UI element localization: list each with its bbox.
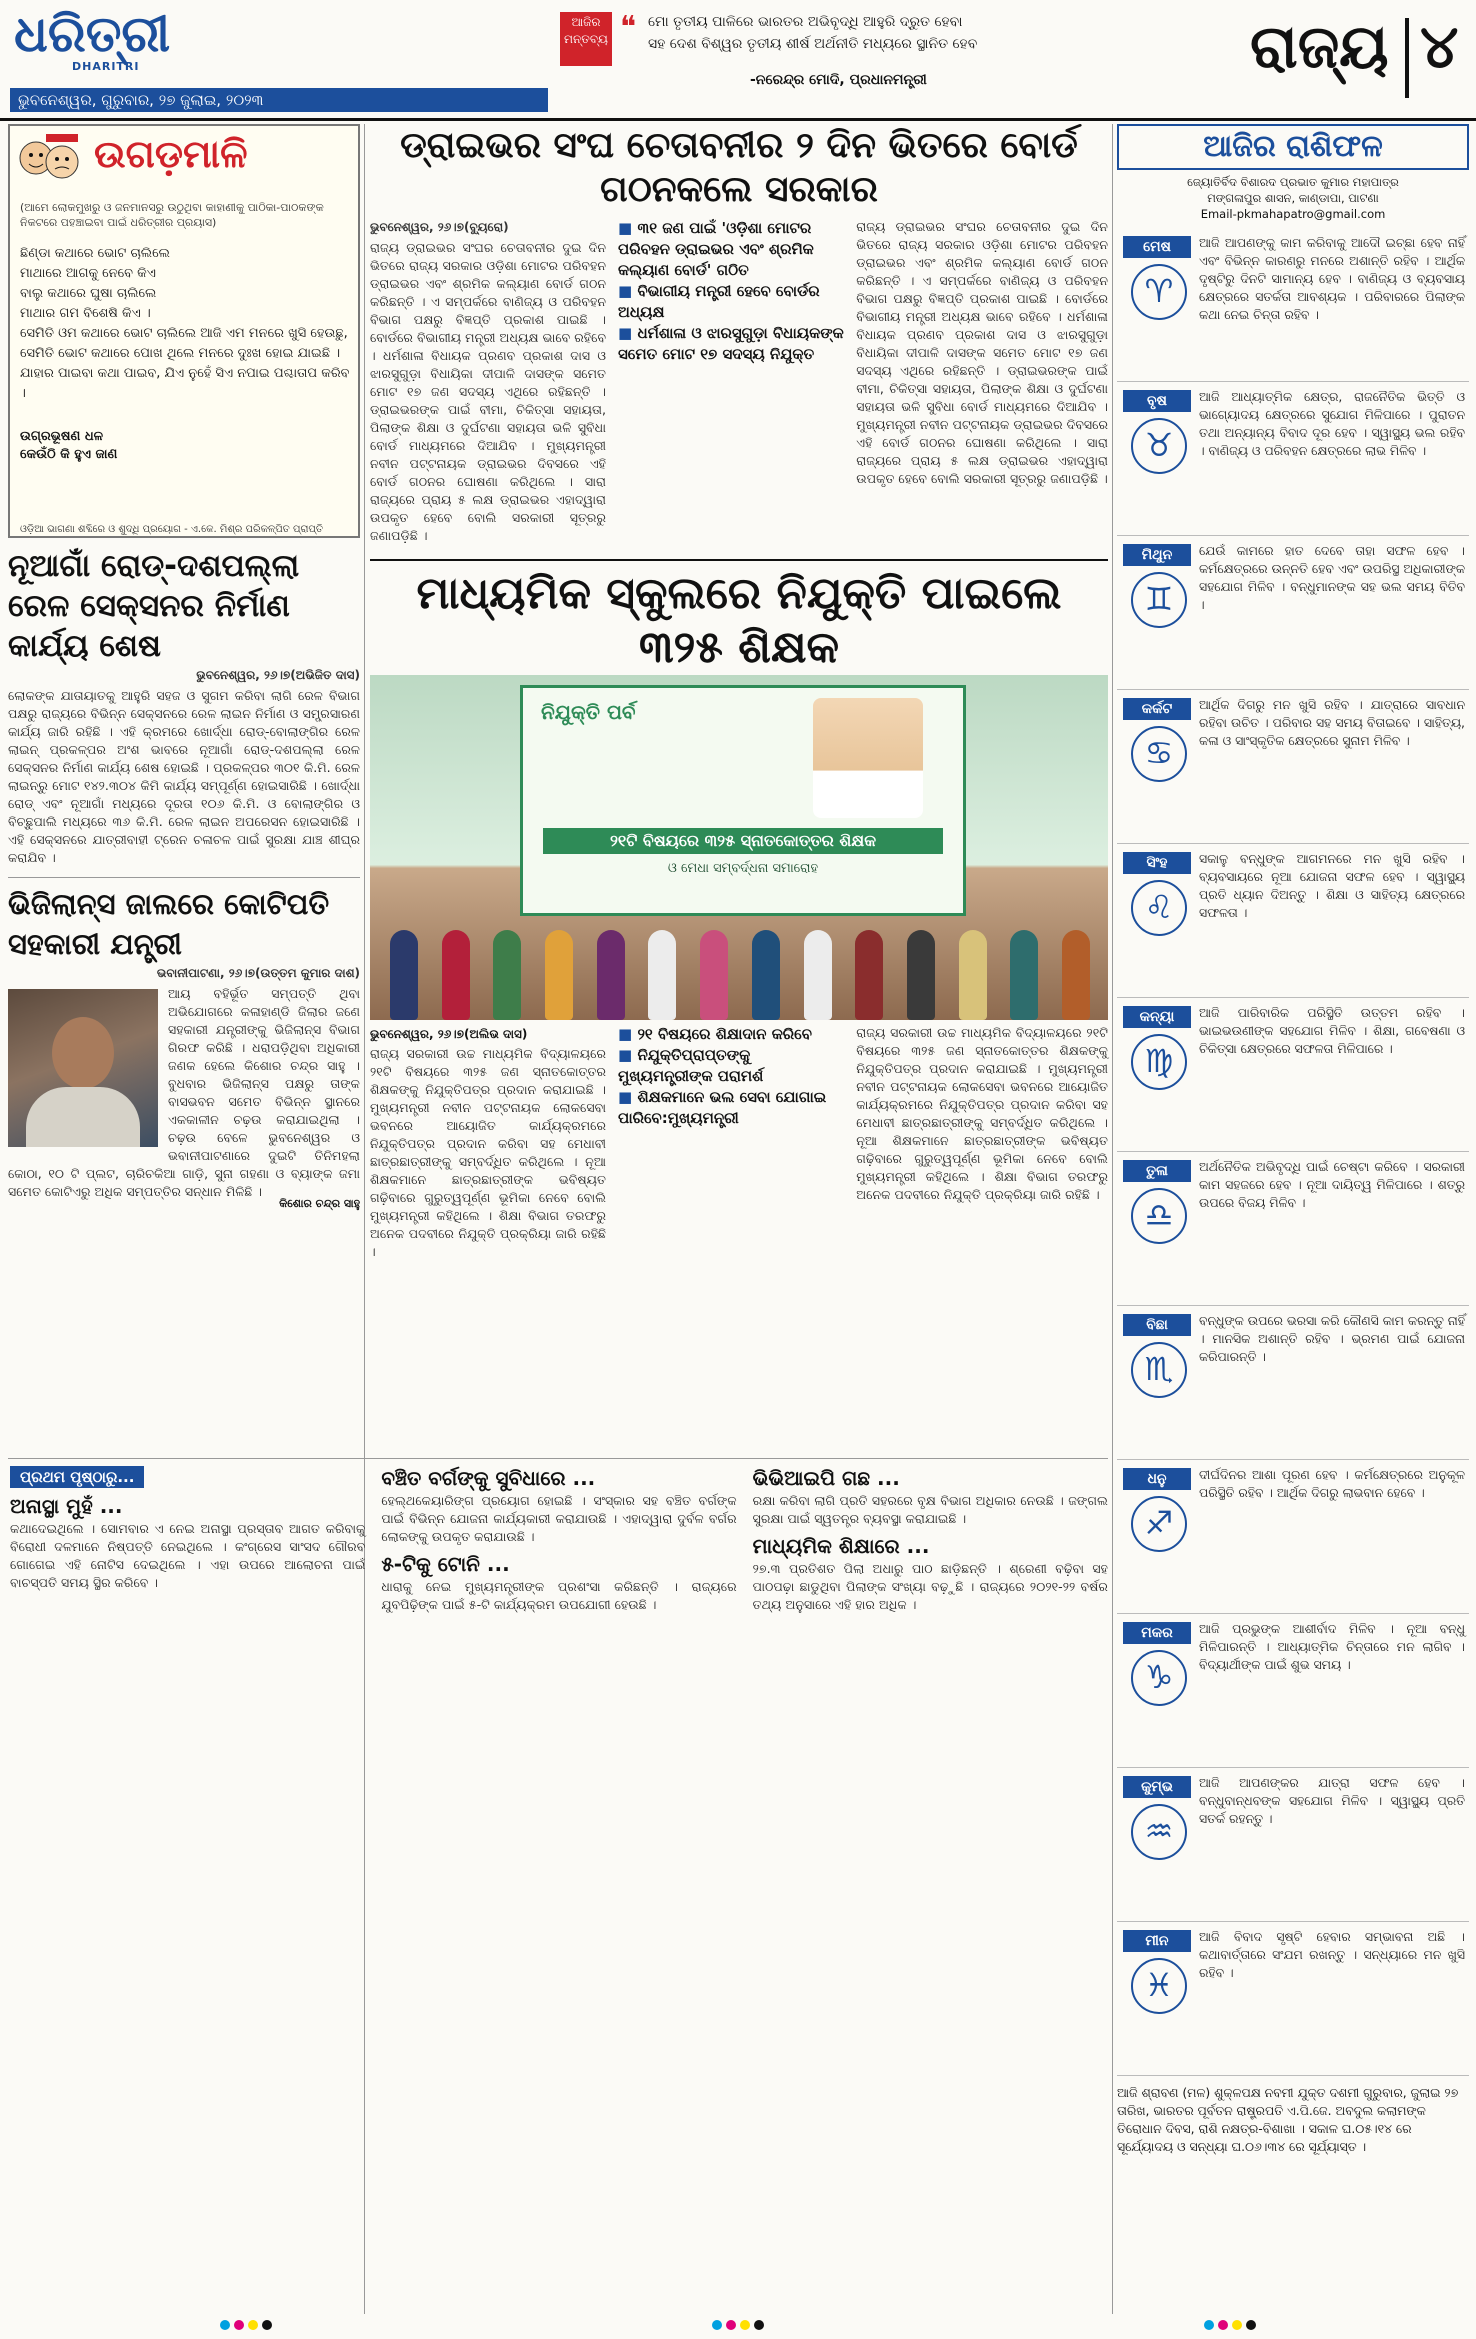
person xyxy=(648,930,676,1020)
logo-text: ଧରିତ୍ରୀ xyxy=(14,5,171,63)
continuation-item xyxy=(381,1552,736,1614)
zodiac-icon: ♏ xyxy=(1131,1342,1187,1398)
verse-line: ଛିଣ୍ଡା କଥାରେ ଭୋଟ ଚାଲିଲେ xyxy=(20,246,170,261)
rashi-item xyxy=(1117,1922,1469,2076)
continuation-item xyxy=(381,1466,736,1546)
person xyxy=(390,930,418,1020)
person xyxy=(493,930,521,1020)
continuation-item xyxy=(753,1466,1108,1528)
astrologer-line: ମଙ୍ଗଳାପୁର ଶାସନ, କାଣ୍ଡାପା, ପାଟଣା xyxy=(1207,191,1379,205)
verse-line: ସେମିତି ଓମ କଥାରେ ଭୋଟ ଚାଲିଲେ ଆଜି ଏମ ମନରେ ଖୁସି ହେଉଛୁ, ସେମିତି ଭୋଟ କଥାରେ ପୋଖ ଥିଲେ ମନରେ ଦୁଃଖ ହୋଇ ଯାଇଛି । xyxy=(20,326,348,361)
rashi-item xyxy=(1117,1460,1469,1614)
continuation-body: ଧାରାକୁ ନେଇ ମୁଖ୍ୟମନ୍ତ୍ରୀଙ୍କ ପ୍ରଶଂସା କରିଛନ୍ତି । ରାଜ୍ୟରେ ଯୁବପିଢ଼ିଙ୍କ ପାଇଁ ୫-ଟି କାର୍ଯ୍ୟକ୍ରମ ଉପଯୋଗୀ ହେଉଛି । xyxy=(381,1579,737,1612)
dharitri-logo[interactable] xyxy=(14,5,194,73)
banner-title: ୨୧ଟି ବିଷୟରେ ୩୨୫ ସ୍ନାତକୋତ୍ତର ଶିକ୍ଷକ xyxy=(543,828,943,854)
person xyxy=(700,930,728,1020)
person xyxy=(855,930,883,1020)
continuation-body: ରକ୍ଷା କରିବା ଲାଗି ପ୍ରତି ସହରରେ ବୃକ୍ଷ ବିଭାଗ ଅଧିକାର ନେଉଛି । ଜଙ୍ଗଲ ସୁରକ୍ଷା ପାଇଁ ସ୍ୱତନ୍ତ୍ର ବ୍ୟବସ୍ଥା କରାଯାଇଛି । xyxy=(752,1493,1108,1526)
teacher-bullets xyxy=(618,1024,844,1129)
rashi-name[interactable]: ବିଛା xyxy=(1123,1314,1191,1336)
person xyxy=(804,930,832,1020)
rail-body: ଲୋକଙ୍କ ଯାତାୟାତକୁ ଆହୁରି ସହଜ ଓ ସୁଗମ କରିବା ଲାଗି ରେଳ ବିଭାଗ ପକ୍ଷରୁ ରାଜ୍ୟରେ ବିଭିନ୍ନ ସେକ୍ସନରେ ରେଳ ଲାଇନ ନିର୍ମାଣ ଓ ସମ୍ପ୍ରସାରଣ କାର୍ଯ୍ୟ ଜାରି ରହିଛି । ଏହି କ୍ରମରେ ଖୋର୍ଦ୍ଧା ରୋଡ୍-ବୋଲାଙ୍ଗିର ରେଳ ଲାଇନ୍ ପ୍ରକଳ୍ପର ଅଂଶ ଭାବରେ ନୂଆଗାଁ ରୋଡ୍-ଦଶପଲ୍ଲା ରେଳ ସେକ୍ସନର ନିର୍ମାଣ କାର୍ଯ୍ୟ ଶେଷ ହୋଇଛି । ପ୍ରକଳ୍ପର ୩୦୧ କି.ମି. ରେଳ ଲାଇନ୍ରୁ ମୋଟ ୧୪୨.୩୦୪ କିମି କାର୍ଯ୍ୟ ସମ୍ପୂର୍ଣ୍ଣ ହୋଇସାରିଛି । ଖୋର୍ଦ୍ଧା ରୋଡ୍ ଏବଂ ନୂଆଗାଁ ମଧ୍ୟରେ ଦୂରତା ୧୦୬ କି.ମି. ଓ ବୋଲାଙ୍ଗିର ଓ ବିଚ୍ଛୁପାଲି ମଧ୍ୟରେ ୩୬ କି.ମି. ରେଳ ଲାଇନ ଅପରେସନ ହୋଇସାରିଛି । ଏହି ସେକ୍ସନରେ ଯାତ୍ରୀବାହୀ ଟ୍ରେନ ଚଳାଚଳ ପାଇଁ ସୁରକ୍ଷା ଯାଞ୍ଚ ଶୀଘ୍ର କରାଯିବ । xyxy=(8,688,360,865)
rashi-item xyxy=(1117,228,1469,382)
astrologer-line: ଜ୍ୟୋତିର୍ବିଦ ବିଶାରଦ ପ୍ରଭାତ କୁମାର ମହାପାତ୍ର xyxy=(1187,175,1399,189)
quote-of-day xyxy=(560,8,978,112)
rashi-prediction: ଆଜି ବିବାଦ ସୃଷ୍ଟି ହେବାର ସମ୍ଭାବନା ଅଛି । କଥାବାର୍ତ୍ତାରେ ସଂଯମ ରଖନ୍ତୁ । ସନ୍ଧ୍ୟାରେ ମନ ଖୁସି ରହିବ । xyxy=(1199,1929,1465,1980)
rashifal-title: ଆଜିର ରାଶିଫଳ xyxy=(1117,124,1469,170)
continuation-head[interactable]: ମାଧ୍ୟମିକ ଶିକ୍ଷାରେ ... xyxy=(752,1534,930,1558)
color-dots xyxy=(220,2320,272,2330)
continuation-item xyxy=(753,1534,1108,1614)
person xyxy=(959,930,987,1020)
cm-portrait xyxy=(813,698,923,818)
zodiac-icon: ♎ xyxy=(1131,1188,1187,1244)
page-number: ୪ xyxy=(1420,12,1459,82)
zodiac-icon: ♊ xyxy=(1131,572,1187,628)
teacher-bullet: ■ ୨୧ ବିଷୟରେ ଶିକ୍ଷାଦାନ କରିବେ xyxy=(618,1024,844,1045)
ugamali-title: ଉଗଡ଼ମାଳି xyxy=(94,132,248,176)
color-dots xyxy=(712,2320,764,2330)
teacher-byline: ଭୁବନେଶ୍ୱର, ୨୬।୭(ଅଲିଭ ଦାସ) xyxy=(370,1027,528,1041)
ugamali-subtitle: (ଆମେ ଲୋକମୁଖରୁ ଓ ଜନମାନସରୁ ଉଠୁଥିବା କାହାଣୀକୁ ପାଠିକା-ପାଠକଙ୍କ ନିକଟରେ ପହଞ୍ଚାଇବା ପାଇଁ ଧରିତ୍ରୀର ପ୍ରୟାସ) xyxy=(20,201,324,229)
author-line: ଉଗ୍ରଭୂଷଣ ଧଳ xyxy=(20,429,104,444)
ugamali-box xyxy=(8,124,360,538)
rashi-prediction: ଦୀର୍ଘଦିନର ଆଶା ପୂରଣ ହେବ । କର୍ମକ୍ଷେତ୍ରରେ ଅନୁକୂଳ ପରିସ୍ଥିତି ରହିବ । ଆର୍ଥିକ ଦିଗରୁ ଲାଭବାନ ହେବେ । xyxy=(1199,1467,1465,1500)
continuation-head[interactable]: ଅନାସ୍ଥା ମୁହଁ ... xyxy=(10,1494,123,1518)
panchanga-text: ଆଜି ଶ୍ରାବଣ (ମଳ) ଶୁକ୍ଳପକ୍ଷ ନବମୀ ଯୁକ୍ତ ଦଶମୀ ଗୁରୁବାର, ଜୁଲାଇ ୨୭ ତାରିଖ, ଭାରତର ପୂର୍ବତନ ରାଷ୍ଟ୍ରପତି ଏ.ପି.ଜେ. ଅବଦୁଲ କଲାମଙ୍କ ତିରୋଧାନ ଦିବସ, ରାଶି ନକ୍ଷତ୍ର-ବିଶାଖା । ସକାଳ ଘ.୦୫।୧୪ ରେ ସୂର୍ଯ୍ୟୋଦୟ ଓ ସନ୍ଧ୍ୟା ଘ.୦୬।୩୪ ରେ ସୂର୍ଯ୍ୟାସ୍ତ । xyxy=(1117,2085,1459,2154)
banner-subtitle: ଓ ମେଧା ସମ୍ବର୍ଦ୍ଧନା ସମାରୋହ xyxy=(667,861,819,876)
rashifal-column xyxy=(1117,124,1469,2156)
rail-story xyxy=(8,546,360,867)
zodiac-icon: ♑ xyxy=(1131,1650,1187,1706)
rashi-item xyxy=(1117,382,1469,536)
author-line: କେଉଁଠି କି ହୁଏ ଜାଣ xyxy=(20,447,118,462)
rashi-name[interactable]: ମିଥୁନ xyxy=(1123,544,1191,566)
lead-bullet: ■ ୩୧ ଜଣ ପାଇଁ 'ଓଡ଼ିଶା ମୋଟର ପରିବହନ ଡ୍ରାଇଭର ଏବଂ ଶ୍ରମିକ କଲ୍ୟାଣ ବୋର୍ଡ' ଗଠିତ xyxy=(618,218,844,281)
lead-col-2 xyxy=(618,218,844,545)
left-column xyxy=(8,124,360,1211)
person xyxy=(545,930,573,1020)
teacher-col-1 xyxy=(370,1024,606,1261)
quote-mark-icon: ❝ xyxy=(620,10,637,45)
logo-text-en: DHARITRI xyxy=(72,60,140,73)
lead-story xyxy=(370,124,1108,545)
body-shape xyxy=(26,1087,140,1147)
color-dots xyxy=(1204,2320,1256,2330)
verse-line: ବାଲୁ କଥାରେ ଘୁଷା ଚାଲିଲେ xyxy=(20,286,157,301)
quote-line: ସହ ଦେଶ ବିଶ୍ୱର ତୃତୀୟ ଶୀର୍ଷ ଅର୍ଥନୀତି ମଧ୍ୟରେ ସ୍ଥାନିତ ହେବ xyxy=(648,36,978,52)
teacher-col-2 xyxy=(618,1024,844,1261)
quote-line: ମୋ ତୃତୀୟ ପାଳିରେ ଭାରତର ଅଭିବୃଦ୍ଧି ଆହୁରି ଦ୍ରୁତ ହେବା xyxy=(648,14,963,30)
accused-photo[interactable] xyxy=(8,989,158,1147)
vigilance-body: ଆୟ ବହିର୍ଭୂତ ସମ୍ପତ୍ତି ଥିବା ଅଭିଯୋଗରେ କଳାହାଣ୍ଡି ଜିଲାର ଜଣେ ସହକାରୀ ଯନ୍ତ୍ରୀଙ୍କୁ ଭିଜିଲାନ୍ସ ବିଭାଗ ଗିରଫ କରିଛି । ଧରାପଡ଼ିଥିବା ଅଧିକାରୀ ଜଣକ ହେଲେ କିଶୋର ଚନ୍ଦ୍ର ସାହୁ । ବୁଧବାର ଭିଜିଲାନ୍ସ ପକ୍ଷରୁ ତାଙ୍କ ବାସଭବନ ସମେତ ବିଭିନ୍ନ ସ୍ଥାନରେ ଏକକାଳୀନ ଚଢ଼ଉ କରାଯାଇଥିଲା । ଚଢ଼ଉ ବେଳେ ଭୁବନେଶ୍ୱର ଓ ଭବାନୀପାଟଣାରେ ଦୁଇଟି ତିନିମହଲା କୋଠା, ୧୦ ଟି ପ୍ଲଟ, ଚାରିଚକିଆ ଗାଡ଼ି, ସୁନା ଗହଣା ଓ ବ୍ୟାଙ୍କ ଜମା ସମେତ କୋଟିଏରୁ ଅଧିକ ସମ୍ପତ୍ତିର ସନ୍ଧାନ ମିଳିଛି । xyxy=(8,986,360,1199)
ugamali-verse xyxy=(20,244,352,404)
face-shape xyxy=(52,1017,114,1089)
ugamali-credit: ଓଡ଼ିଆ ଭାଗଣା ଶବ୍ଦିରେ ଓ ଶୁଦ୍ଧି ପ୍ରୟୋଗ - ଏ.କେ. ମିଶ୍ର ପରିକଳ୍ପିତ ପ୍ରାପ୍ତି xyxy=(20,524,324,535)
person xyxy=(752,930,780,1020)
event-banner xyxy=(520,685,966,916)
rashi-prediction: ଆର୍ଥିକ ଦିଗରୁ ମନ ଖୁସି ରହିବ । ଯାତ୍ରାରେ ସାବଧାନ ରହିବା ଉଚିତ । ପରିବାର ସହ ସମୟ ବିତାଇବେ । ସାହିତ୍ୟ, କଳା ଓ ସାଂସ୍କୃତିକ କ୍ଷେତ୍ରରେ ସୁନାମ ମିଳିବ । xyxy=(1199,697,1465,748)
zodiac-icon: ♋ xyxy=(1131,726,1187,782)
teacher-col-3 xyxy=(856,1024,1108,1261)
teacher-headline[interactable]: ମାଧ୍ୟମିକ ସ୍କୁଲରେ ନିଯୁକ୍ତି ପାଇଲେ ୩୨୫ ଶିକ୍ଷକ xyxy=(416,568,1062,673)
rashi-item xyxy=(1117,1614,1469,1768)
registration-marks xyxy=(0,2316,1476,2334)
lead-body-cont: ରାଜ୍ୟ ଡ୍ରାଇଭର ସଂଘର ଚେତାବନୀର ଦୁଇ ଦିନ ଭିତରେ ରାଜ୍ୟ ସରକାର ଓଡ଼ିଶା ମୋଟର ପରିବହନ ଡ୍ରାଇଭର ଏବଂ ଶ୍ରମିକ କଲ୍ୟାଣ ବୋର୍ଡ ଗଠନ କରିଛନ୍ତି । ଏ ସମ୍ପର୍କରେ ବାଣିଜ୍ୟ ଓ ପରିବହନ ବିଭାଗ ପକ୍ଷରୁ ବିଜ୍ଞପ୍ତି ପ୍ରକାଶ ପାଇଛି । ବୋର୍ଡରେ ବିଭାଗୀୟ ମନ୍ତ୍ରୀ ଅଧ୍ୟକ୍ଷ ଭାବେ ରହିବେ । ଧର୍ମଶାଳା ବିଧାୟକ ପ୍ରଣବ ପ୍ରକାଶ ଦାସ ଓ ଝାରସୁଗୁଡ଼ା ବିଧାୟିକା ଦୀପାଳି ଦାସଙ୍କ ସମେତ ମୋଟ ୧୭ ଜଣ ସଦସ୍ୟ ଏଥିରେ ରହିଛନ୍ତି । ଡ୍ରାଇଭରଙ୍କ ପାଇଁ ବୀମା, ଚିକିତ୍ସା ସହାୟତା, ପିଲାଙ୍କ ଶିକ୍ଷା ଓ ଦୁର୍ଘଟଣା ସହାୟତା ଭଳି ସୁବିଧା ବୋର୍ଡ ମାଧ୍ୟମରେ ଦିଆଯିବ । ମୁଖ୍ୟମନ୍ତ୍ରୀ ନବୀନ ପଟ୍ଟନାୟକ ଡ୍ରାଇଭର ଦିବସରେ ଏହି ବୋର୍ଡ ଗଠନର ଘୋଷଣା କରିଥିଲେ । ସାରା ରାଜ୍ୟରେ ପ୍ରାୟ ୫ ଲକ୍ଷ ଡ୍ରାଇଭର ଏହାଦ୍ୱାରା ଉପକୃତ ହେବେ ବୋଲି ସରକାରୀ ସୂତ୍ରରୁ ଜଣାପଡ଼ିଛି । xyxy=(856,219,1108,486)
astrologer-email[interactable]: Email-pkmahapatro@gmail.com xyxy=(1200,207,1386,221)
person xyxy=(907,930,935,1020)
section-name: ରାଜ୍ୟ xyxy=(1250,12,1389,82)
zodiac-icon: ♈ xyxy=(1131,264,1187,320)
front-page-continuations xyxy=(10,1466,1108,2306)
rashi-prediction: ବନ୍ଧୁଙ୍କ ଉପରେ ଭରସା କରି କୌଣସି କାମ କରନ୍ତୁ ନାହିଁ । ମାନସିକ ଅଶାନ୍ତି ରହିବ । ଭ୍ରମଣ ପାଇଁ ଯୋଜନା କରିପାରନ୍ତି । xyxy=(1199,1313,1465,1364)
continuation-body: ୨୭.୩ ପ୍ରତିଶତ ପିଲା ଅଧାରୁ ପାଠ ଛାଡ଼ିଛନ୍ତି । ଶ୍ରେଣୀ ବଢ଼ିବା ସହ ପାଠପଢ଼ା ଛାଡୁଥିବା ପିଲାଙ୍କ ସଂଖ୍ୟା ବଢ଼ୁଛି । ରାଜ୍ୟରେ ୨୦୨୧-୨୨ ବର୍ଷର ତଥ୍ୟ ଅନୁସାରେ ଏହି ହାର ଅଧିକ । xyxy=(752,1561,1108,1612)
astrologer-info xyxy=(1117,174,1469,222)
rashi-name[interactable]: ତୁଳା xyxy=(1123,1160,1191,1182)
lead-body: ରାଜ୍ୟ ଡ୍ରାଇଭର ସଂଘର ଚେତାବନୀର ଦୁଇ ଦିନ ଭିତରେ ରାଜ୍ୟ ସରକାର ଓଡ଼ିଶା ମୋଟର ପରିବହନ ଡ୍ରାଇଭର ଏବଂ ଶ୍ରମିକ କଲ୍ୟାଣ ବୋର୍ଡ ଗଠନ କରିଛନ୍ତି । ଏ ସମ୍ପର୍କରେ ବାଣିଜ୍ୟ ଓ ପରିବହନ ବିଭାଗ ପକ୍ଷରୁ ବିଜ୍ଞପ୍ତି ପ୍ରକାଶ ପାଇଛି । ବୋର୍ଡରେ ବିଭାଗୀୟ ମନ୍ତ୍ରୀ ଅଧ୍ୟକ୍ଷ ଭାବେ ରହିବେ । ଧର୍ମଶାଳା ବିଧାୟକ ପ୍ରଣବ ପ୍ରକାଶ ଦାସ ଓ ଝାରସୁଗୁଡ଼ା ବିଧାୟିକା ଦୀପାଳି ଦାସଙ୍କ ସମେତ ମୋଟ ୧୭ ଜଣ ସଦସ୍ୟ ଏଥିରେ ରହିଛନ୍ତି । ଡ୍ରାଇଭରଙ୍କ ପାଇଁ ବୀମା, ଚିକିତ୍ସା ସହାୟତା, ପିଲାଙ୍କ ଶିକ୍ଷା ଓ ଦୁର୍ଘଟଣା ସହାୟତା ଭଳି ସୁବିଧା ବୋର୍ଡ ମାଧ୍ୟମରେ ଦିଆଯିବ । ମୁଖ୍ୟମନ୍ତ୍ରୀ ନବୀନ ପଟ୍ଟନାୟକ ଡ୍ରାଇଭର ଦିବସରେ ଏହି ବୋର୍ଡ ଗଠନର ଘୋଷଣା କରିଥିଲେ । ସାରା ରାଜ୍ୟରେ ପ୍ରାୟ ୫ ଲକ୍ଷ ଡ୍ରାଇଭର ଏହାଦ୍ୱାରା ଉପକୃତ ହେବେ ବୋଲି ସରକାରୀ ସୂତ୍ରରୁ ଜଣାପଡ଼ିଛି । xyxy=(370,240,607,543)
rashi-list xyxy=(1117,228,1469,2076)
rashi-prediction: ଆଜି ଆଧ୍ୟାତ୍ମିକ କ୍ଷେତ୍ର, ରାଜନୈତିକ ଭିତ୍ତି ଓ ଭାଗ୍ୟୋଦୟ କ୍ଷେତ୍ରରେ ସୁଯୋଗ ମିଳିପାରେ । ପୁରାତନ ତଥା ଅନ୍ୟାନ୍ୟ ବିବାଦ ଦୂର ହେବ । ସ୍ୱାସ୍ଥ୍ୟ ଭଲ ରହିବ । ବାଣିଜ୍ୟ ଓ ପରିବହନ କ୍ଷେତ୍ରରେ ଲାଭ ମିଳିବ । xyxy=(1199,389,1465,458)
rashi-name[interactable]: କନ୍ୟା xyxy=(1123,1006,1191,1028)
vigilance-headline[interactable]: ଭିଜିଲାନ୍ସ ଜାଲରେ କୋଟିପତି ସହକାରୀ ଯନ୍ତ୍ରୀ xyxy=(8,887,330,961)
dateline: ଭୁବନେଶ୍ୱର, ଗୁରୁବାର, ୨୭ ଜୁଲାଇ, ୨୦୨୩ xyxy=(10,88,548,112)
lead-byline: ଭୁବନେଶ୍ୱର, ୨୬।୭(ବ୍ୟୁରୋ) xyxy=(370,220,509,234)
ugamali-author xyxy=(20,428,117,464)
teacher-bullet: ■ ଶିକ୍ଷକମାନେ ଭଲ ସେବା ଯୋଗାଇ ପାରିବେ:ମୁଖ୍ୟମନ୍ତ୍ରୀ xyxy=(618,1087,844,1129)
teacher-body-cont: ରାଜ୍ୟ ସରକାରୀ ଉଚ୍ଚ ମାଧ୍ୟମିକ ବିଦ୍ୟାଳୟରେ ୨୧ଟି ବିଷୟରେ ୩୨୫ ଜଣ ସ୍ନାତକୋତ୍ତର ଶିକ୍ଷକଙ୍କୁ ନିଯୁକ୍ତିପତ୍ର ପ୍ରଦାନ କରାଯାଇଛି । ମୁଖ୍ୟମନ୍ତ୍ରୀ ନବୀନ ପଟ୍ଟନାୟକ ଲୋକସେବା ଭବନରେ ଆୟୋଜିତ କାର୍ଯ୍ୟକ୍ରମରେ ନିଯୁକ୍ତିପତ୍ର ପ୍ରଦାନ କରିବା ସହ ମେଧାବୀ ଛାତ୍ରଛାତ୍ରୀଙ୍କୁ ସମ୍ବର୍ଦ୍ଧିତ କରିଥିଲେ । ନୂଆ ଶିକ୍ଷକମାନେ ଛାତ୍ରଛାତ୍ରୀଙ୍କ ଭବିଷ୍ୟତ ଗଢ଼ିବାରେ ଗୁରୁତ୍ୱପୂର୍ଣ୍ଣ ଭୂମିକା ନେବେ ବୋଲି ମୁଖ୍ୟମନ୍ତ୍ରୀ କହିଥିଲେ । ଶିକ୍ଷା ବିଭାଗ ତରଫରୁ ଅନେକ ପଦବୀରେ ନିଯୁକ୍ତି ପ୍ରକ୍ରିୟା ଜାରି ରହିଛି । xyxy=(856,1025,1108,1202)
verse-line: ମାଥାର ଗମ ବିଶେଷି କିଏ । xyxy=(20,306,151,321)
rashi-item xyxy=(1117,1152,1469,1306)
quote-author: -ନରେନ୍ଦ୍ର ମୋଦି, ପ୍ରଧାନମନ୍ତ୍ରୀ xyxy=(750,72,927,88)
zodiac-icon: ♐ xyxy=(1131,1496,1187,1552)
rashi-name[interactable]: ଧନୁ xyxy=(1123,1468,1191,1490)
verse-line: ଯାହାର ପାଇବା କଥା ପାଇବ, ଯିଏ ନୁହେଁ ସିଏ ନପାଇ ପଶ୍ଚାତାପ କରିବ । xyxy=(20,366,350,401)
rashi-item xyxy=(1117,1768,1469,1922)
continuation-item xyxy=(10,1494,365,1592)
continuation-body: କଥାଦେଇଥିଲେ । ସୋମବାର ଏ ନେଇ ଅନାସ୍ଥା ପ୍ରସ୍ତାବ ଆଗତ କରିବାକୁ ବିରୋଧୀ ଦଳମାନେ ନିଷ୍ପତ୍ତି ନେଇଥିଲେ । କଂଗ୍ରେସ ସାଂସଦ ଗୌରବ ଗୋଗେଇ ଏହି ନୋଟିସ ଦେଇଥିଲେ । ଏହା ଉପରେ ଆଲୋଚନା ପାଇଁ ବାଚସ୍ପତି ସମୟ ସ୍ଥିର କରିବେ । xyxy=(10,1521,366,1590)
center-column xyxy=(370,124,1108,1261)
person xyxy=(442,930,470,1020)
rashi-name[interactable]: ସିଂହ xyxy=(1123,852,1191,874)
photo-caption: କିଶୋର ଚନ୍ଦ୍ର ସାହୁ xyxy=(279,1197,360,1210)
vigilance-byline: ଭବାନୀପାଟଣା, ୨୬।୭(ଉତ୍ତମ କୁମାର ଦାଶ) xyxy=(156,966,360,980)
quote-tag: ଆଜିର ମନ୍ତବ୍ୟ xyxy=(560,12,612,66)
lead-bullet: ■ ଧର୍ମଶାଳା ଓ ଝାରସୁଗୁଡ଼ା ବିଧାୟକଙ୍କ ସମେତ ମୋଟ ୧୭ ସଦସ୍ୟ ନିଯୁକ୍ତ xyxy=(618,323,844,365)
zodiac-icon: ♌ xyxy=(1131,880,1187,936)
lead-col-3 xyxy=(856,218,1108,545)
continuation-head[interactable]: ୫-ଟିକୁ ଟୋନି ... xyxy=(381,1552,510,1576)
rashi-prediction: ଆଜି ପ୍ରଭୁଙ୍କ ଆଶୀର୍ବାଦ ମିଳିବ । ନୂଆ ବନ୍ଧୁ ମିଳିପାରନ୍ତି । ଆଧ୍ୟାତ୍ମିକ ଚିନ୍ତାରେ ମନ ଲାଗିବ । ବିଦ୍ୟାର୍ଥୀଙ୍କ ପାଇଁ ଶୁଭ ସମୟ । xyxy=(1199,1621,1465,1672)
rashi-name[interactable]: କୁମ୍ଭ xyxy=(1123,1776,1191,1798)
person xyxy=(597,930,625,1020)
zodiac-icon: ♓ xyxy=(1131,1958,1187,2014)
continuation-body: ହେଲ୍ଥକେୟାରିଙ୍ଗ ପ୍ରୟୋଗ ହୋଇଛି । ସଂସ୍କାର ସହ ବଞ୍ଚିତ ବର୍ଗଙ୍କ ପାଇଁ ବିଭିନ୍ନ ଯୋଜନା କାର୍ଯ୍ୟକାରୀ କରାଯାଉଛି । ଏହାଦ୍ୱାରା ଦୁର୍ବଳ ବର୍ଗର ଲୋକଙ୍କୁ ଉପକୃତ କରାଯାଉଛି । xyxy=(381,1493,737,1544)
rashi-item xyxy=(1117,690,1469,844)
continuation-tag: ପ୍ରଥମ ପୃଷ୍ଠାରୁ... xyxy=(10,1466,144,1488)
rashi-prediction: ଆଜି ଆପଣଙ୍କୁ କାମ କରିବାକୁ ଆଦୌ ଇଚ୍ଛା ହେବ ନାହିଁ ଏବଂ ବିଭିନ୍ନ କାରଣରୁ ମନରେ ଅଶାନ୍ତି ରହିବ । ଆର୍ଥିକ ଦୃଷ୍ଟିରୁ ଦିନଟି ସାମାନ୍ୟ ହେବ । ବାଣିଜ୍ୟ ଓ ବ୍ୟବସାୟ କ୍ଷେତ୍ରରେ ସତର୍କତା ଆବଶ୍ୟକ । ପରିବାରରେ ପିଲାଙ୍କ କଥା ନେଇ ଚିନ୍ତା ରହିବ । xyxy=(1199,235,1465,322)
rail-headline[interactable]: ନୂଆଗାଁ ରୋଡ୍-ଦଶପଲ୍ଲା ରେଳ ସେକ୍ସନର ନିର୍ମାଣ କାର୍ଯ୍ୟ ଶେଷ xyxy=(8,548,300,664)
rashi-prediction: ଯେଉଁ କାମରେ ହାତ ଦେବେ ତାହା ସଫଳ ହେବ । କର୍ମକ୍ଷେତ୍ରରେ ଉନ୍ନତି ହେବ ଏବଂ ଉପରିସ୍ଥ ଅଧିକାରୀଙ୍କ ସହଯୋଗ ମିଳିବ । ବନ୍ଧୁମାନଙ୍କ ସହ ଭଲ ସମୟ ବିତିବ । xyxy=(1199,543,1465,612)
person xyxy=(1062,930,1090,1020)
rashi-item xyxy=(1117,844,1469,998)
continuation-head[interactable]: ବଞ୍ଚିତ ବର୍ଗଙ୍କୁ ସୁବିଧାରେ ... xyxy=(381,1466,596,1490)
cartoon-faces-icon xyxy=(16,132,82,192)
rail-byline: ଭୁବନେଶ୍ୱର, ୨୬।୭(ଅଭିଜିତ ଦାସ) xyxy=(196,668,360,682)
rashi-item xyxy=(1117,998,1469,1152)
section-rule xyxy=(8,1458,1108,1459)
teacher-ceremony-photo[interactable] xyxy=(370,675,1108,1020)
section-divider xyxy=(1405,18,1409,98)
continuation-head[interactable]: ଭିଭିଆଇପି ଗଛ ... xyxy=(752,1466,900,1490)
teacher-body: ରାଜ୍ୟ ସରକାରୀ ଉଚ୍ଚ ମାଧ୍ୟମିକ ବିଦ୍ୟାଳୟରେ ୨୧ଟି ବିଷୟରେ ୩୨୫ ଜଣ ସ୍ନାତକୋତ୍ତର ଶିକ୍ଷକଙ୍କୁ ନିଯୁକ୍ତିପତ୍ର ପ୍ରଦାନ କରାଯାଇଛି । ମୁଖ୍ୟମନ୍ତ୍ରୀ ନବୀନ ପଟ୍ଟନାୟକ ଲୋକସେବା ଭବନରେ ଆୟୋଜିତ କାର୍ଯ୍ୟକ୍ରମରେ ନିଯୁକ୍ତିପତ୍ର ପ୍ରଦାନ କରିବା ସହ ମେଧାବୀ ଛାତ୍ରଛାତ୍ରୀଙ୍କୁ ସମ୍ବର୍ଦ୍ଧିତ କରିଥିଲେ । ନୂଆ ଶିକ୍ଷକମାନେ ଛାତ୍ରଛାତ୍ରୀଙ୍କ ଭବିଷ୍ୟତ ଗଢ଼ିବାରେ ଗୁରୁତ୍ୱପୂର୍ଣ୍ଣ ଭୂମିକା ନେବେ ବୋଲି ମୁଖ୍ୟମନ୍ତ୍ରୀ କହିଥିଲେ । ଶିକ୍ଷା ବିଭାଗ ତରଫରୁ ଅନେକ ପଦବୀରେ ନିଯୁକ୍ତି ପ୍ରକ୍ରିୟା ଜାରି ରହିଛି । xyxy=(370,1046,607,1259)
lead-bullets xyxy=(618,218,844,365)
rashi-name[interactable]: ମୀନ xyxy=(1123,1930,1191,1952)
zodiac-icon: ♍ xyxy=(1131,1034,1187,1090)
masthead xyxy=(0,0,1476,121)
zodiac-icon: ♒ xyxy=(1131,1804,1187,1860)
lead-col-1 xyxy=(370,218,606,545)
rashi-prediction: ଆଜି ଆପଣଙ୍କର ଯାତ୍ରା ସଫଳ ହେବ । ବନ୍ଧୁବାନ୍ଧବଙ୍କ ସହଯୋଗ ମିଳିବ । ସ୍ୱାସ୍ଥ୍ୟ ପ୍ରତି ସତର୍କ ରହନ୍ତୁ । xyxy=(1199,1775,1465,1826)
rashi-name[interactable]: ବୃଷ xyxy=(1123,390,1191,412)
teacher-bullet: ■ ନିଯୁକ୍ତିପ୍ରାପ୍ତଙ୍କୁ ମୁଖ୍ୟମନ୍ତ୍ରୀଙ୍କ ପରାମର୍ଶ xyxy=(618,1045,844,1087)
column-rule xyxy=(1112,124,1113,2314)
lead-headline[interactable]: ଡ୍ରାଇଭର ସଂଘ ଚେତାବନୀର ୨ ଦିନ ଭିତରେ ବୋର୍ଡ ଗଠନକଲେ ସରକାର xyxy=(400,125,1078,210)
people-row xyxy=(390,915,1090,1020)
rashi-prediction: ସକାଳୁ ବନ୍ଧୁଙ୍କ ଆଗମନରେ ମନ ଖୁସି ରହିବ । ବ୍ୟବସାୟରେ ନୂଆ ଯୋଜନା ସଫଳ ହେବ । ସ୍ୱାସ୍ଥ୍ୟ ପ୍ରତି ଧ୍ୟାନ ଦିଅନ୍ତୁ । ଶିକ୍ଷା ଓ ସାହିତ୍ୟ କ୍ଷେତ୍ରରେ ସଫଳତା । xyxy=(1199,851,1465,920)
rashi-name[interactable]: ମକର xyxy=(1123,1622,1191,1644)
person xyxy=(1010,930,1038,1020)
rashi-name[interactable]: ମେଷ xyxy=(1123,236,1191,258)
teacher-story xyxy=(370,559,1108,1261)
rashi-name[interactable]: କର୍କଟ xyxy=(1123,698,1191,720)
rashi-prediction: ଅର୍ଥନୈତିକ ଅଭିବୃଦ୍ଧି ପାଇଁ ଚେଷ୍ଟା କରିବେ । ସରକାରୀ କାମ ସହଜରେ ହେବ । ନୂଆ ଦାୟିତ୍ୱ ମିଳିପାରେ । ଶତ୍ରୁ ଉପରେ ବିଜୟ ମିଳିବ । xyxy=(1199,1159,1465,1210)
vigilance-story xyxy=(8,877,360,1211)
rashi-item xyxy=(1117,536,1469,690)
banner-head: ନିଯୁକ୍ତି ପର୍ବ xyxy=(541,700,636,724)
rashi-item xyxy=(1117,1306,1469,1460)
zodiac-icon: ♉ xyxy=(1131,418,1187,474)
rashi-prediction: ଆଜି ପାରିବାରିକ ପରିସ୍ଥିତି ଉତ୍ତମ ରହିବ । ଭାଇଭଉଣୀଙ୍କ ସହଯୋଗ ମିଳିବ । ଶିକ୍ଷା, ଗବେଷଣା ଓ ଚିକିତ୍ସା କ୍ଷେତ୍ରରେ ସଫଳତା ମିଳିପାରେ । xyxy=(1199,1005,1465,1056)
verse-line: ମାଥାରେ ଆଗକୁ ନେବେ କିଏ xyxy=(20,266,156,281)
lead-bullet: ■ ବିଭାଗୀୟ ମନ୍ତ୍ରୀ ହେବେ ବୋର୍ଡର ଅଧ୍ୟକ୍ଷ xyxy=(618,281,844,323)
